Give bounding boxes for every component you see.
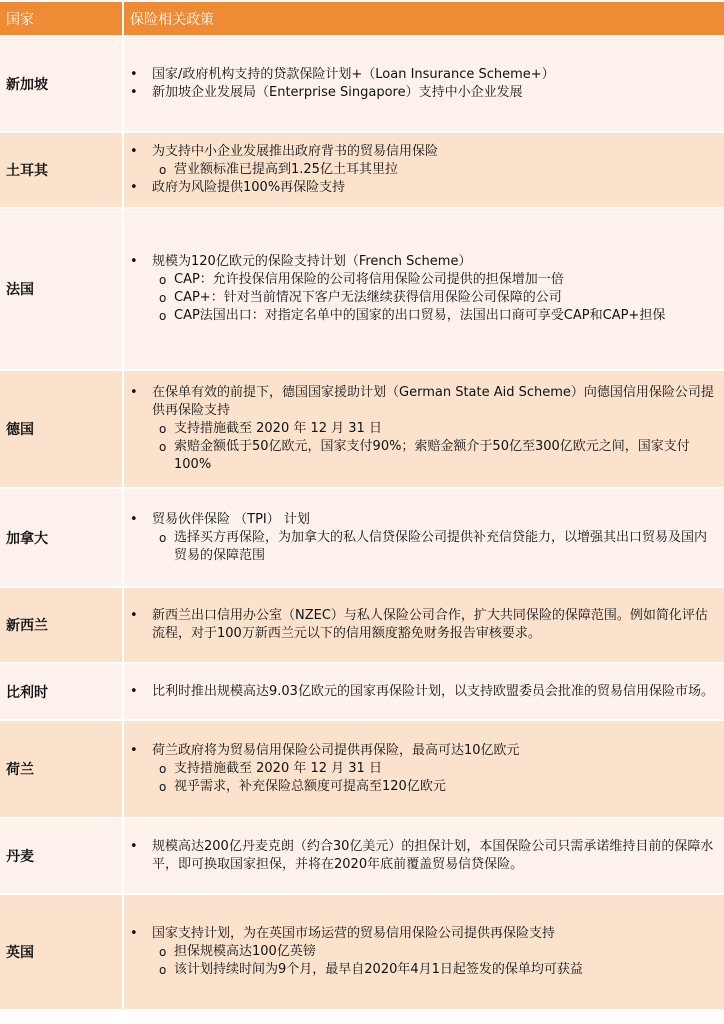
country-cell: 丹麦 [0,818,123,894]
policy-sub-bullet: o 该计划持续时间为9个月，最早自2020年4月1日起签发的保单均可获益 [174,961,714,979]
policy-sub-bullet: o 担保规模高达100亿英镑 [174,943,714,961]
policy-cell [123,370,724,488]
policy-bullet: • 在保单有效的前提下，德国国家援助计划（German State Aid Scheme）向德国信用保险公司提供再保险支持 o 支持措施截至 2020 年 12 月 31 日 o 索赔金额低于50亿欧元，国家支付90%；索赔金额介于50亿至300亿欧元之间，国家支付100% [152,384,714,474]
policy-cell [123,818,724,894]
country-cell: 英国 [0,894,123,1009]
table-row [0,36,724,132]
country-cell: 加拿大 [0,488,123,587]
policy-cell [123,720,724,818]
policy-cell [123,488,724,587]
table-row [0,720,724,818]
policy-sub-bullet: o 选择买方再保险，为加拿大的私人信贷保险公司提供补充信贷能力，以增强其出口贸易及国内贸易的保障范围 [174,529,714,565]
policy-bullet: • 荷兰政府将为贸易信用保险公司提供再保险，最高可达10亿欧元 o 支持措施截至 2020 年 12 月 31 日 o 视乎需求，补充保险总额度可提高至120亿欧元 [152,742,714,796]
policy-sub-bullet: o CAP：允许投保信用保险的公司将信用保险公司提供的担保增加一倍 [174,271,714,289]
policy-sub-bullet: o CAP+：针对当前情况下客户无法继续获得信用保险公司保障的公司 [174,289,714,307]
policy-bullet: • 国家/政府机构支持的贷款保险计划+（Loan Insurance Scheme+） [152,66,714,84]
policy-cell [123,36,724,132]
policy-cell [123,208,724,370]
policy-bullet: • 国家支持计划，为在英国市场运营的贸易信用保险公司提供再保险支持 o 担保规模高达100亿英镑 o 该计划持续时间为9个月，最早自2020年4月1日起签发的保单均可获益 [152,925,714,979]
country-cell: 比利时 [0,663,123,720]
policy-bullet: • 新加坡企业发展局（Enterprise Singapore）支持中小企业发展 [152,84,714,102]
policy-bullet: • 比利时推出规模高达9.03亿欧元的国家再保险计划，以支持欧盟委员会批准的贸易信用保险市场。 [152,683,714,701]
policy-sub-bullet: o 索赔金额低于50亿欧元，国家支付90%；索赔金额介于50亿至300亿欧元之间，国家支付100% [174,438,714,474]
policy-sub-bullet: o 支持措施截至 2020 年 12 月 31 日 [174,760,714,778]
policy-bullet: • 政府为风险提供100%再保险支持 [152,179,714,197]
policy-cell [123,132,724,208]
table-row [0,208,724,370]
policy-bullet: • 规模高达200亿丹麦克朗（约合30亿美元）的担保计划，本国保险公司只需承诺维持目前的保障水平，即可换取国家担保，并将在2020年底前覆盖贸易信贷保险。 [152,838,714,874]
table-row [0,587,724,663]
policy-bullet: • 新西兰出口信用办公室（NZEC）与私人保险公司合作，扩大共同保险的保障范围。例如简化评估流程，对于100万新西兰元以下的信用额度豁免财务报告审核要求。 [152,607,714,643]
policy-cell [123,663,724,720]
policy-sub-bullet: o 支持措施截至 2020 年 12 月 31 日 [174,420,714,438]
policy-bullet: • 贸易伙伴保险 （TPI） 计划 o 选择买方再保险，为加拿大的私人信贷保险公司提供补充信贷能力，以增强其出口贸易及国内贸易的保障范围 [152,511,714,565]
country-cell: 法国 [0,208,123,370]
country-cell: 新西兰 [0,587,123,663]
policy-bullet: • 为支持中小企业发展推出政府背书的贸易信用保险 o 营业额标准已提高到1.25亿土耳其里拉 [152,143,714,179]
country-cell: 荷兰 [0,720,123,818]
country-cell: 新加坡 [0,36,123,132]
policy-sub-bullet: o CAP法国出口：对指定名单中的国家的出口贸易，法国出口商可享受CAP和CAP+担保 [174,307,714,325]
policy-cell [123,894,724,1009]
policy-cell [123,587,724,663]
policy-sub-bullet: o 视乎需求，补充保险总额度可提高至120亿欧元 [174,778,714,796]
policy-bullet: • 规模为120亿欧元的保险支持计划（French Scheme） o CAP：允许投保信用保险的公司将信用保险公司提供的担保增加一倍 o CAP+：针对当前情况下客户无法继续获得信用保险公司保障的公司 o CAP法国出口：对指定名单中的国家的出口贸易，法国出口商可享受CAP和CAP+担保 [152,253,714,325]
table-row [0,488,724,587]
table-row [0,894,724,1009]
country-cell: 德国 [0,370,123,488]
table-row [0,370,724,488]
country-cell: 土耳其 [0,132,123,208]
header-country: 国家 [0,1,123,36]
policy-sub-bullet: o 营业额标准已提高到1.25亿土耳其里拉 [174,161,714,179]
table-row [0,132,724,208]
table-header-row [0,1,724,36]
table-row [0,818,724,894]
table-row [0,663,724,720]
header-policy: 保险相关政策 [123,1,724,36]
